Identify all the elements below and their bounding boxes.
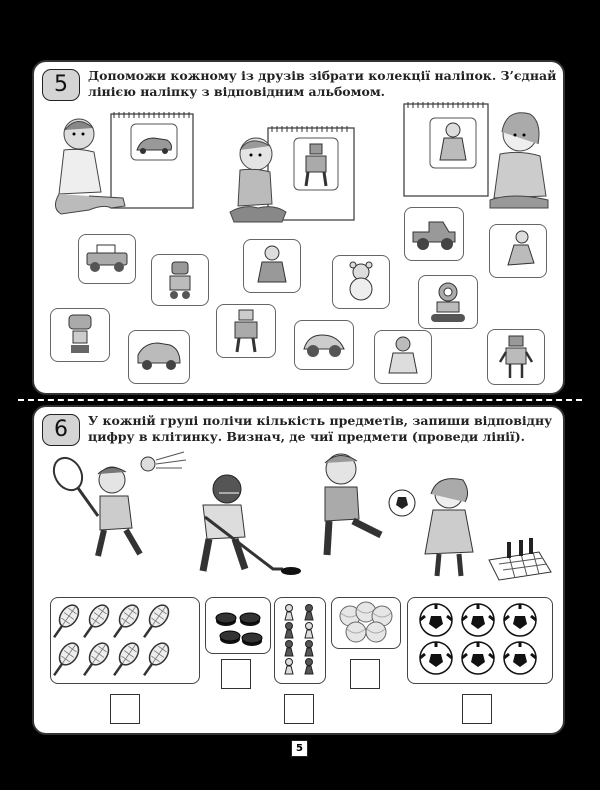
chess-piece <box>305 641 313 657</box>
answer-box-tennis-balls[interactable] <box>350 659 380 689</box>
sticker-robot[interactable] <box>151 254 209 306</box>
tennis-racket <box>108 640 143 680</box>
sticker-doll[interactable] <box>374 330 432 384</box>
tennis-racket <box>78 602 113 642</box>
sticker-doll[interactable] <box>243 239 301 293</box>
boy-with-robot-album-illustration <box>224 124 364 236</box>
group-tennis-rackets <box>50 597 200 684</box>
sticker-old-car[interactable] <box>78 234 136 284</box>
sticker-doll[interactable] <box>489 224 547 278</box>
chess-piece <box>285 641 293 657</box>
chess-piece <box>285 623 293 639</box>
old-car-icon <box>134 341 184 373</box>
soccer-ball-icon <box>408 598 552 683</box>
chess-piece <box>285 659 293 675</box>
robot-icon <box>61 313 99 357</box>
exercise-6-panel <box>32 405 565 735</box>
tennis-ball <box>346 622 366 642</box>
exercise-instruction: Допоможи кожному із друзів зібрати колекції наліпок. З’єднай лінією наліпку з відповідним альбомом. <box>88 68 557 99</box>
girl-with-doll-album-illustration <box>402 100 552 212</box>
robot-icon <box>164 260 196 300</box>
sticker-robot[interactable] <box>418 275 478 329</box>
toy-car-icon <box>300 329 348 361</box>
robot-icon <box>500 334 532 380</box>
sticker-robot[interactable] <box>487 329 545 385</box>
robot-icon <box>227 308 265 354</box>
sticker-toy-car[interactable] <box>294 320 354 370</box>
teddy-bear-icon <box>343 261 379 303</box>
toy-car-icon <box>409 218 459 252</box>
tennis-racket-icon <box>51 598 199 683</box>
answer-box-soccer-balls[interactable] <box>462 694 492 724</box>
doll-icon <box>500 229 536 273</box>
boy-with-car-album-illustration <box>49 110 199 225</box>
exercise-5-panel <box>32 60 565 395</box>
chess-piece-icon <box>275 598 325 683</box>
chess-girl-illustration <box>419 472 554 582</box>
sticker-toy-car[interactable] <box>404 207 464 261</box>
answer-box-chess[interactable] <box>284 694 314 724</box>
soccer-player-illustration <box>299 447 424 567</box>
tennis-racket <box>108 602 143 642</box>
sticker-robot[interactable] <box>216 304 276 358</box>
perforation-line <box>18 399 582 401</box>
answer-box-rackets[interactable] <box>110 694 140 724</box>
exercise-number: 6 <box>42 414 80 446</box>
chess-piece <box>305 605 313 621</box>
sticker-old-car[interactable] <box>128 330 190 384</box>
answer-box-pucks[interactable] <box>221 659 251 689</box>
robot-icon <box>427 280 469 324</box>
doll-icon <box>385 335 421 379</box>
sticker-teddy-bear[interactable] <box>332 255 390 309</box>
exercise-number: 5 <box>42 69 80 101</box>
tennis-racket <box>48 640 83 680</box>
tennis-racket <box>78 640 113 680</box>
tennis-ball-icon <box>332 598 400 648</box>
tennis-racket <box>138 640 173 680</box>
group-tennis-balls <box>331 597 401 649</box>
chess-piece <box>305 659 313 675</box>
tennis-racket <box>48 602 83 642</box>
tennis-player-illustration <box>48 452 188 564</box>
group-hockey-pucks <box>205 597 271 654</box>
page-number: 5 <box>291 740 308 757</box>
chess-piece <box>305 623 313 639</box>
tennis-ball <box>366 622 386 642</box>
old-car-icon <box>83 243 131 275</box>
chess-piece <box>285 605 293 621</box>
doll-icon <box>256 244 288 288</box>
hockey-player-illustration <box>179 467 304 577</box>
sticker-robot[interactable] <box>50 308 110 362</box>
group-soccer-balls <box>407 597 553 684</box>
tennis-racket <box>138 602 173 642</box>
exercise-instruction: У кожній групі полічи кількість предметів, запиши відповідну цифру в клітинку. Визнач, де чиї предмети (проведи лінії). <box>88 413 553 444</box>
group-chess-pieces <box>274 597 326 684</box>
hockey-puck-icon <box>206 598 270 653</box>
